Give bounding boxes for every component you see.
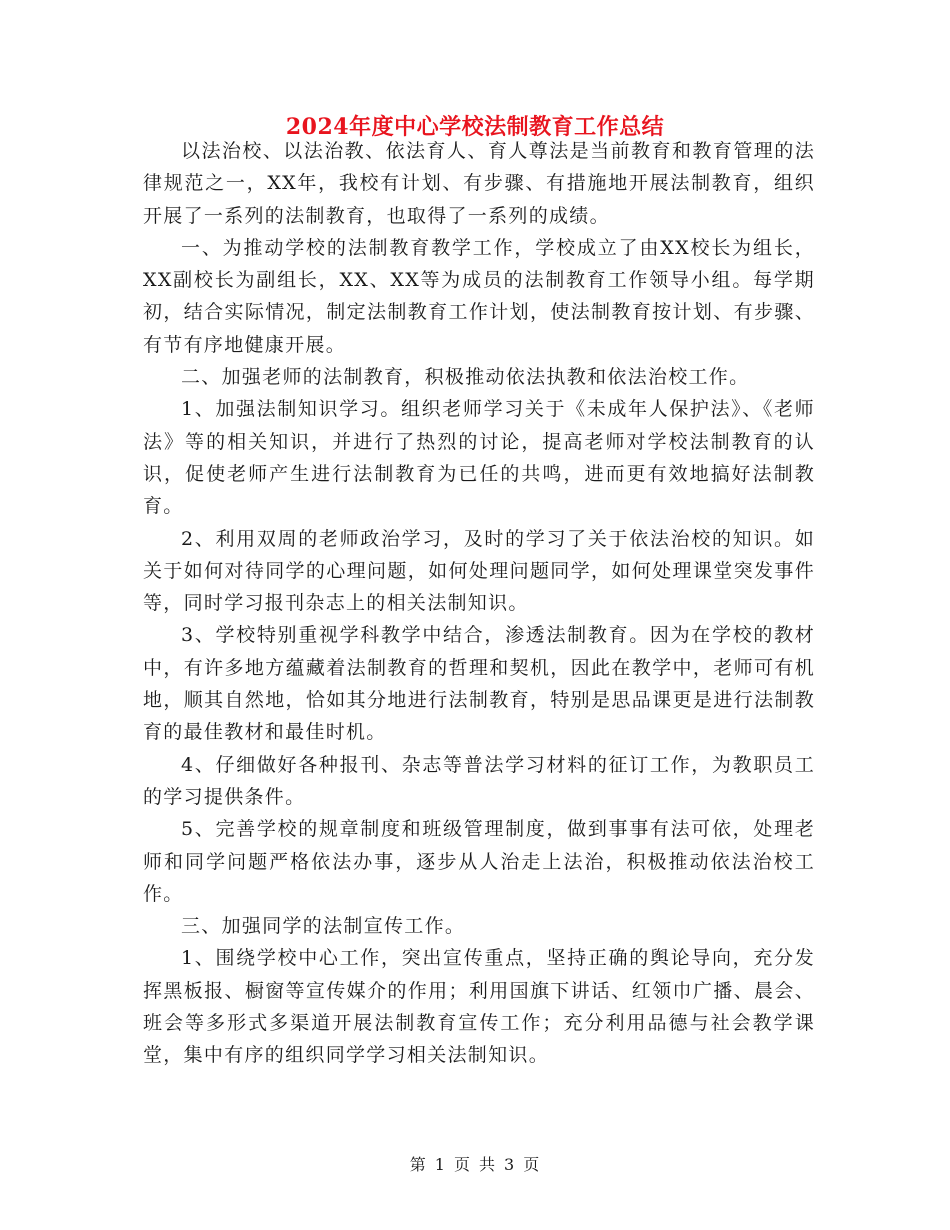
- paragraph-section-3-heading: 三、加强同学的法制宣传工作。: [181, 915, 466, 938]
- paragraph-item-3-1: 1、围绕学校中心工作，突出宣传重点，坚持正确的舆论导向，充分发挥黑板报、橱窗等宣传媒介的作用；利用国旗下讲话、红领巾广播、晨会、班会等多形式多渠道开展法制教育宣传工作；充分利用品德与社会教学课堂，集中有序的组织同学学习相关法制知识。: [143, 947, 815, 1067]
- footer-page-label: 页: [453, 1155, 471, 1174]
- document-body: [143, 135, 815, 1072]
- paragraph-item-2-4: 4、仔细做好各种报刊、杂志等普法学习材料的征订工作，为教职员工的学习提供条件。: [143, 753, 815, 808]
- paragraph-item-2-5: 5、完善学校的规章制度和班级管理制度，做到事事有法可依，处理老师和同学问题严格依法办事，逐步从人治走上法治，积极推动依法治校工作。: [143, 818, 815, 905]
- paragraph-item-2-2: 2、利用双周的老师政治学习，及时的学习了关于依法治校的知识。如关于如何对待同学的心理问题，如何处理问题同学，如何处理课堂突发事件等，同时学习报刊杂志上的相关法制知识。: [143, 527, 815, 615]
- footer-total-pages: 3: [504, 1155, 516, 1174]
- footer-total-label: 共: [479, 1155, 497, 1174]
- footer-page-number: 1: [434, 1155, 446, 1174]
- paragraph-section-1: 一、为推动学校的法制教育教学工作，学校成立了由XX校长为组长，XX副校长为副组长，XX、XX等为成员的法制教育工作领导小组。每学期初，结合实际情况，制定法制教育工作计划，使法制教育按计划、有步骤、有节有序地健康开展。: [143, 236, 815, 356]
- paragraph-item-2-1: 1、加强法制知识学习。组织老师学习关于《未成年人保护法》、《老师法》等的相关知识，并进行了热烈的讨论，提高老师对学校法制教育的认识，促使老师产生进行法制教育为已任的共鸣，进而更有效地搞好法制教育。: [143, 398, 815, 518]
- paragraph-intro: 以法治校、以法治教、依法育人、育人尊法是当前教育和教育管理的法律规范之一，XX年，我校有计划、有步骤、有措施地开展法制教育，组织开展了一系列的法制教育，也取得了一系列的成绩。: [143, 140, 815, 227]
- footer-suffix: 页: [523, 1155, 541, 1174]
- paragraph-section-2-heading: 二、加强老师的法制教育，积极推动依法执教和依法治校工作。: [181, 366, 750, 389]
- page-footer: [0, 1154, 950, 1176]
- paragraph-item-2-3: 3、学校特别重视学科教学中结合，渗透法制教育。因为在学校的教材中，有许多地方蕴藏着法制教育的哲理和契机，因此在教学中，老师可有机地，顺其自然地，恰如其分地进行法制教育，特别是思品课更是进行法制教育的最佳教材和最佳时机。: [143, 624, 815, 744]
- footer-prefix: 第: [409, 1155, 427, 1174]
- document-title: 2024年度中心学校法制教育工作总结: [285, 114, 665, 140]
